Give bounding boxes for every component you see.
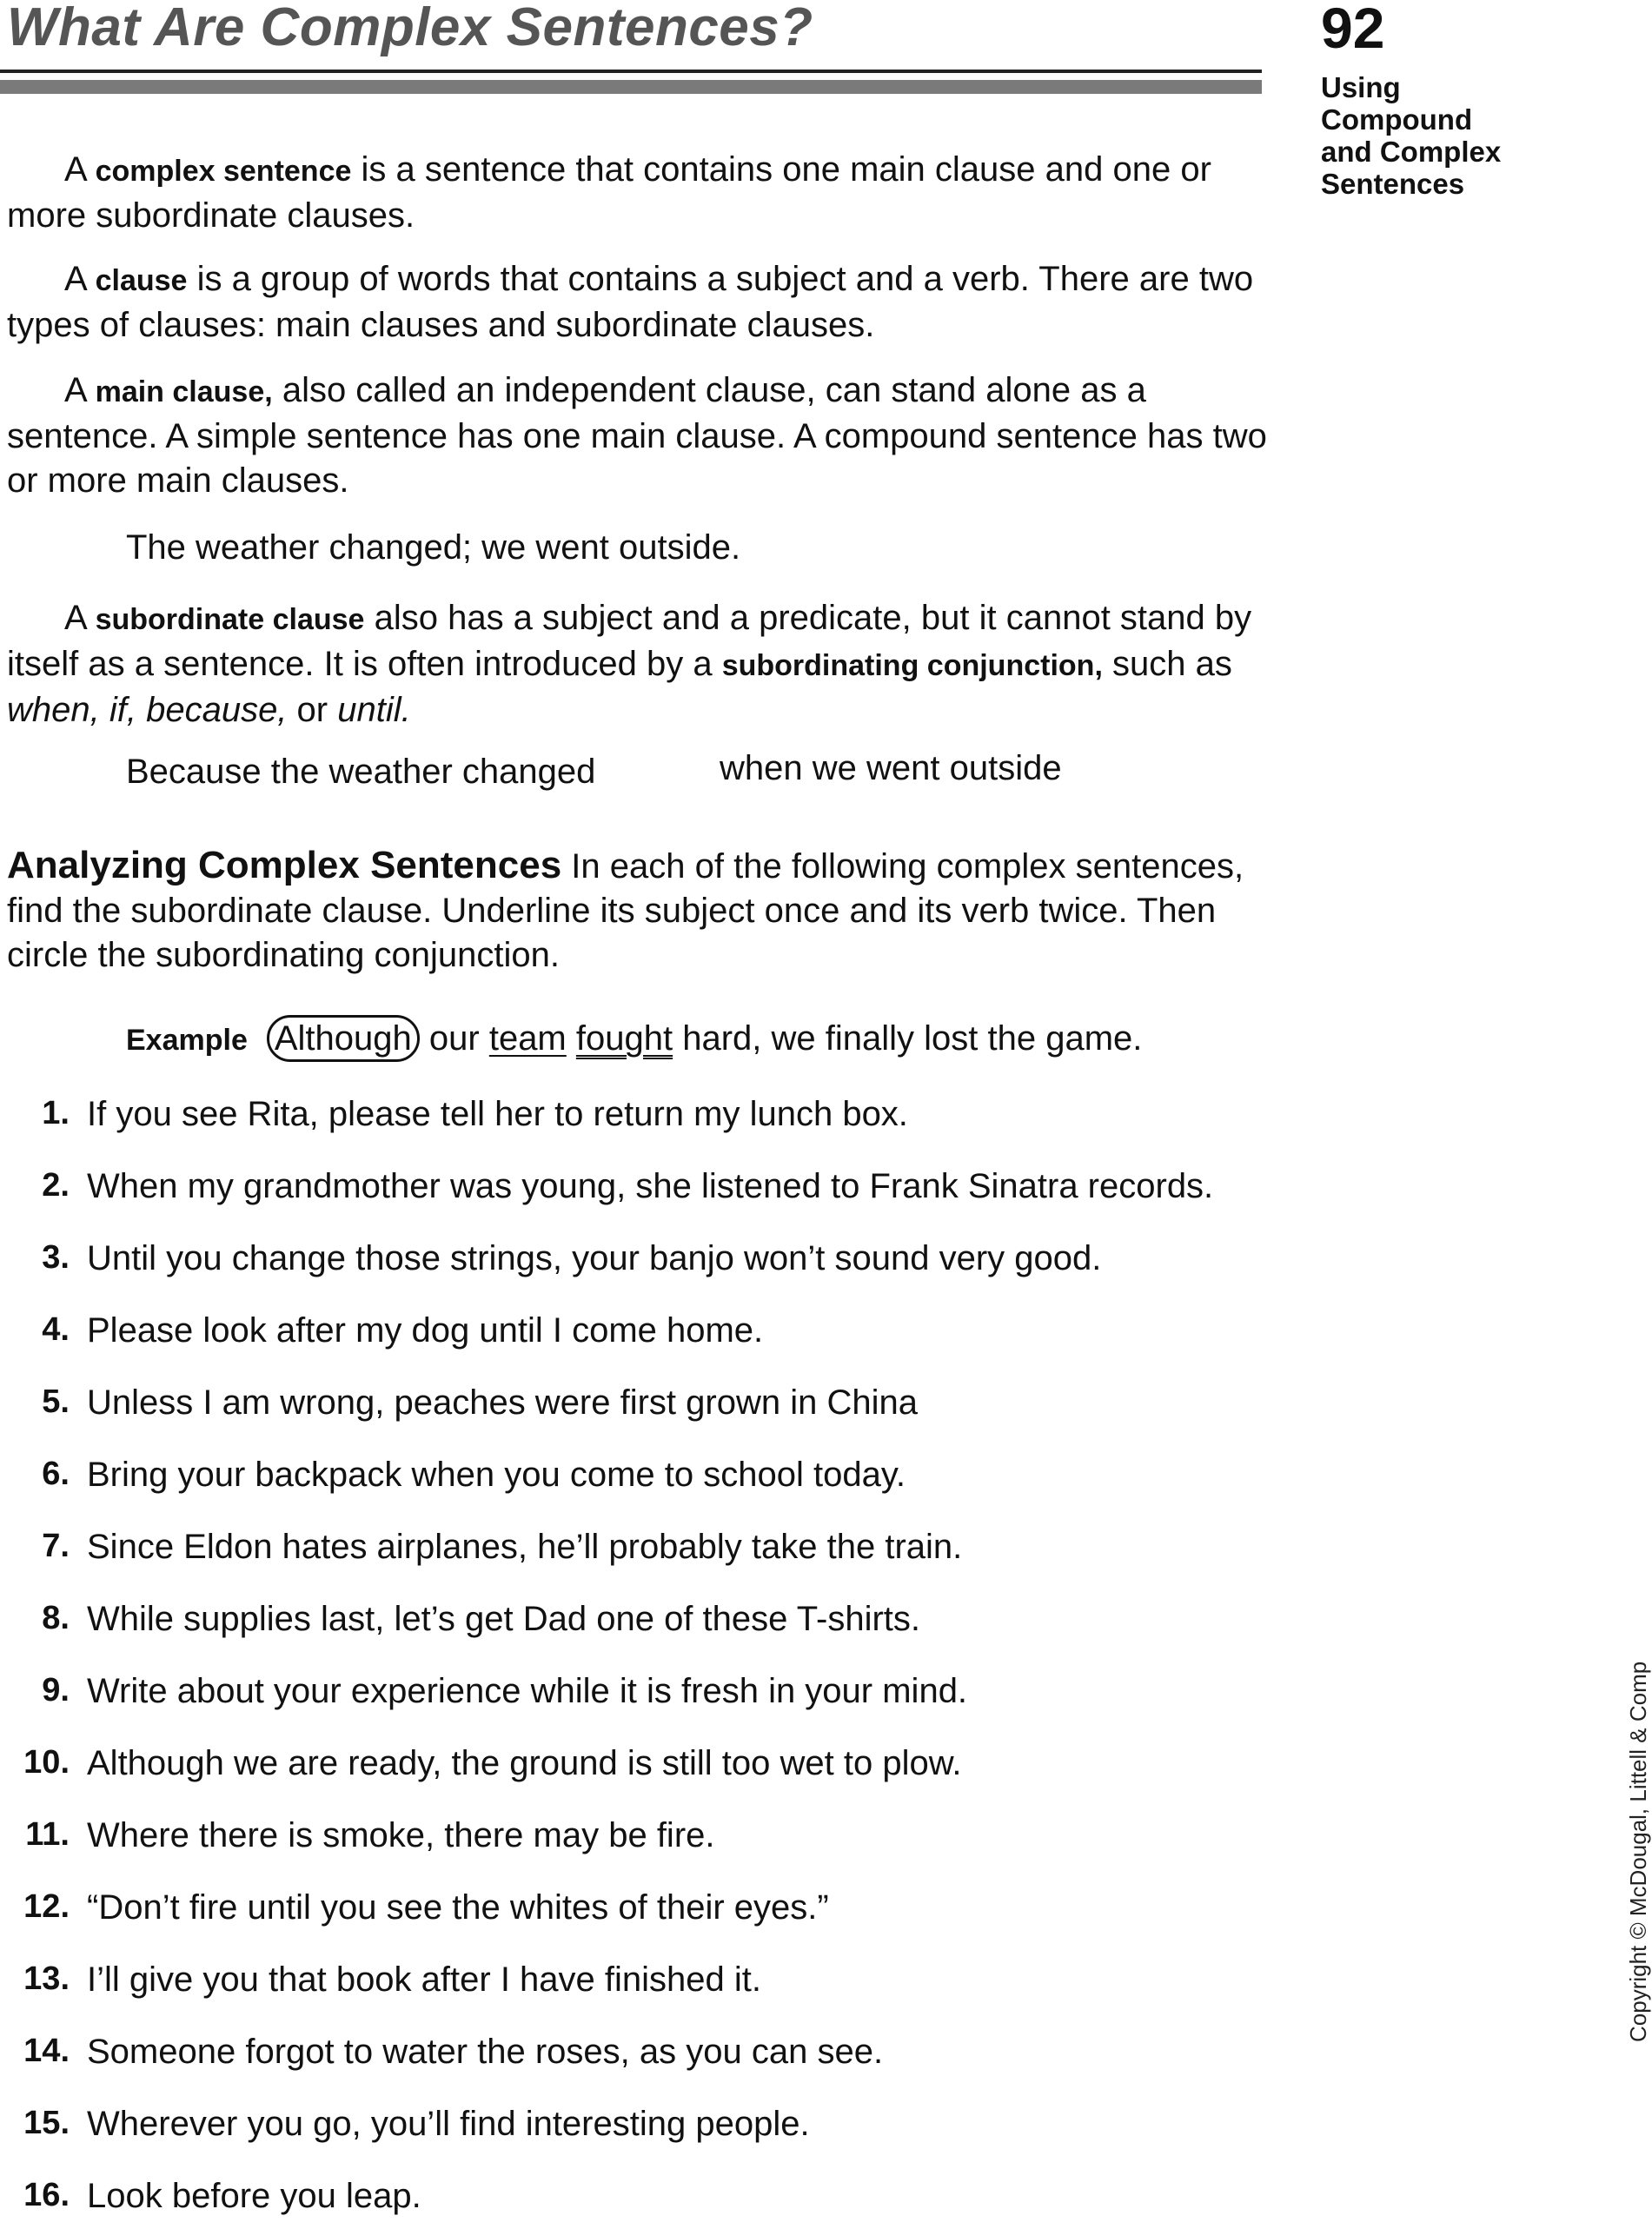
exercise-item — [0, 1672, 1286, 1724]
item-number: 4. — [42, 1311, 70, 1348]
main-clause-definition: A main clause, also called an independent clause, can stand alone as a sentence. A simple sentence has one main clause. A compound sentence has two or more main clauses. — [7, 371, 1267, 500]
subordinate-example-1: Because the weather changed — [126, 753, 596, 791]
exercise-item — [0, 2033, 1286, 2085]
exercise-item — [0, 2177, 1286, 2229]
item-text: I’ll give you that book after I have finished it. — [87, 1960, 761, 1999]
item-number: 10. — [23, 1744, 70, 1781]
item-number: 11. — [25, 1816, 70, 1853]
example-sentence: Example Although our team fought hard, we finally lost the game. — [126, 1015, 1142, 1062]
item-text: Write about your experience while it is fresh in your mind. — [87, 1672, 968, 1710]
item-text: Please look after my dog until I come home. — [87, 1311, 764, 1350]
item-text: “Don’t fire until you see the whites of their eyes.” — [87, 1888, 829, 1927]
exercise-item — [0, 1888, 1286, 1940]
item-text: If you see Rita, please tell her to return my lunch box. — [87, 1095, 908, 1133]
item-text: While supplies last, let’s get Dad one of these T-shirts. — [87, 1600, 921, 1638]
term-subordinate-clause: subordinate clause — [95, 603, 365, 636]
term-clause: clause — [95, 264, 188, 297]
item-number: 14. — [23, 2033, 70, 2069]
exercise-item — [0, 1095, 1286, 1147]
item-text: Wherever you go, you’ll find interesting people. — [87, 2105, 810, 2143]
item-number: 13. — [23, 1960, 70, 1997]
item-text: Unless I am wrong, peaches were first grown in China — [87, 1383, 918, 1422]
item-number: 7. — [42, 1528, 70, 1564]
exercise-item — [0, 1528, 1286, 1580]
item-text: Although we are ready, the ground is still too wet to plow. — [87, 1744, 962, 1782]
exercise-item — [0, 1744, 1286, 1796]
item-number: 9. — [42, 1672, 70, 1708]
exercise-item — [0, 1239, 1286, 1291]
exercise-item — [0, 1600, 1286, 1652]
title-rule-thin — [0, 70, 1262, 73]
exercise-title: Analyzing Complex Sentences — [7, 844, 562, 886]
exercise-item — [0, 1167, 1286, 1219]
item-number: 12. — [23, 1888, 70, 1925]
term-main-clause: main clause, — [95, 375, 273, 408]
term-subordinating-conjunction: subordinating conjunction, — [721, 649, 1103, 682]
exercise-item — [0, 1960, 1286, 2013]
example-label: Example — [126, 1024, 248, 1057]
title-rule-thick — [0, 80, 1262, 94]
lesson-subtitle — [1321, 71, 1547, 200]
item-number: 16. — [23, 2177, 70, 2213]
double-underlined-verb: fought — [575, 1019, 673, 1058]
page-title: What Are Complex Sentences? — [7, 0, 813, 57]
subordinate-clause-definition: A subordinate clause also has a subject and a predicate, but it cannot stand by itself as a sentence. It is often introduced by a subordinating conjunction, such as when, if, because, or until. — [7, 599, 1252, 729]
item-text: Since Eldon hates airplanes, he’ll probably take the train. — [87, 1528, 963, 1566]
subordinate-example-2: when we went outside — [720, 749, 1062, 787]
item-number: 8. — [42, 1600, 70, 1636]
complex-sentence-definition: A complex sentence is a sentence that contains one main clause and one or more subordinate clauses. — [7, 150, 1211, 235]
lesson-number: 92 — [1321, 0, 1385, 60]
item-text: Bring your backpack when you come to school today. — [87, 1456, 906, 1494]
lesson-subtitle-line: Compound — [1321, 103, 1473, 136]
exercise-item — [0, 2105, 1286, 2157]
underlined-subject: team — [488, 1019, 567, 1058]
item-number: 15. — [23, 2105, 70, 2141]
lesson-subtitle-line: Sentences — [1321, 168, 1465, 200]
clause-definition: A clause is a group of words that contains a subject and a verb. There are two types of clauses: main clauses and subordinate clauses. — [7, 260, 1254, 344]
lesson-subtitle-line: and Complex — [1321, 136, 1502, 168]
exercise-item — [0, 1816, 1286, 1868]
circled-conjunction: Although — [267, 1015, 420, 1062]
exercise-item — [0, 1311, 1286, 1363]
item-number: 3. — [42, 1239, 70, 1276]
exercise-item — [0, 1383, 1286, 1436]
item-text: Until you change those strings, your banjo won’t sound very good. — [87, 1239, 1102, 1277]
item-number: 6. — [42, 1456, 70, 1492]
item-text: Someone forgot to water the roses, as you can see. — [87, 2033, 884, 2071]
exercise-instructions: In each of the following complex sentences, find the subordinate clause. Underline its subject once and its verb twice. Then circle the subordinating conjunction. — [7, 847, 1244, 974]
lesson-subtitle-line: Using — [1321, 71, 1401, 103]
main-clause-example: The weather changed; we went outside. — [126, 528, 741, 567]
item-text: When my grandmother was young, she listened to Frank Sinatra records. — [87, 1167, 1214, 1205]
copyright-notice: Copyright © McDougal, Littell & Comp — [1625, 1661, 1651, 2042]
item-text: Look before you leap. — [87, 2177, 421, 2215]
item-number: 2. — [42, 1167, 70, 1204]
item-number: 5. — [42, 1383, 70, 1420]
item-number: 1. — [42, 1095, 70, 1131]
item-text: Where there is smoke, there may be fire. — [87, 1816, 715, 1854]
exercise-item — [0, 1456, 1286, 1508]
term-complex-sentence: complex sentence — [95, 155, 352, 188]
exercise-heading — [7, 843, 1267, 978]
